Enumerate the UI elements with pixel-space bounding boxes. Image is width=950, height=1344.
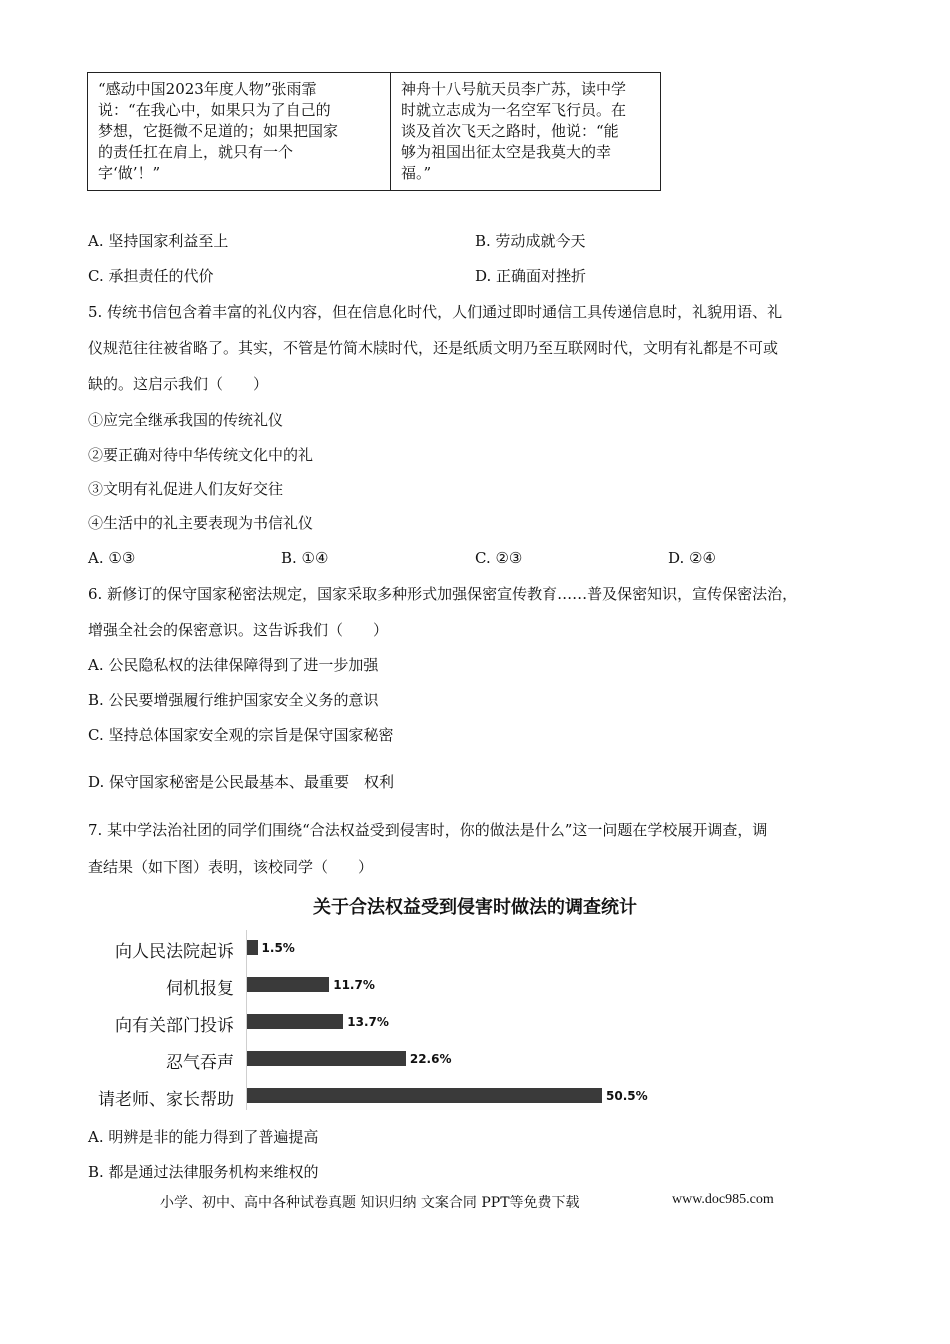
- category-label: 向有关部门投诉: [115, 1016, 234, 1036]
- q5-item: ①应完全继承我国的传统礼仪: [88, 411, 284, 429]
- category-label: 请老师、家长帮助: [98, 1090, 234, 1110]
- q4-option-a: A. 坚持国家利益至上: [88, 232, 229, 250]
- category-label: 向人民法院起诉: [115, 942, 234, 962]
- quote-cell-zhang-yufei: [88, 73, 391, 190]
- q6-option-c: C. 坚持总体国家安全观的宗旨是保守国家秘密: [88, 726, 394, 744]
- quote-table: [87, 72, 661, 191]
- bar-court: [247, 940, 258, 955]
- q5-option-a: A. ①③: [88, 549, 136, 567]
- category-label: 忍气吞声: [166, 1053, 234, 1073]
- q5-item: ④生活中的礼主要表现为书信礼仪: [88, 514, 314, 532]
- footer-text: 小学、初中、高中各种试卷真题 知识归纳 文案合同 PPT等免费下载: [160, 1195, 580, 1211]
- q6-option-b: B. 公民要增强履行维护国家安全义务的意识: [88, 691, 379, 709]
- q6-option-d: D. 保守国家秘密是公民最基本、最重要 权利: [88, 773, 395, 791]
- bar-revenge: [247, 977, 329, 992]
- value-label: 22.6%: [409, 1052, 452, 1066]
- category-label: 伺机报复: [166, 979, 234, 999]
- q4-option-c: C. 承担责任的代价: [88, 267, 214, 285]
- quote-line: 说：“在我心中，如果只为了自己的: [98, 101, 331, 119]
- q6-option-a: A. 公民隐私权的法律保障得到了进一步加强: [88, 656, 379, 674]
- q6-stem-line: 6. 新修订的保守国家秘密法规定，国家采取多种形式加强保密宣传教育……普及保密知识，宣传保密法治，: [88, 585, 798, 603]
- q5-option-b: B. ①④: [281, 549, 329, 567]
- quote-line: 神舟十八号航天员李广苏，读中学: [401, 80, 627, 98]
- q5-option-d: D. ②④: [668, 549, 716, 567]
- q5-stem-line: 仪规范往往被省略了。其实，不管是竹简木牍时代，还是纸质文明乃至互联网时代，文明有礼都是不可或: [88, 339, 779, 357]
- quote-line: “感动中国2023年度人物”张雨霏: [98, 80, 317, 98]
- quote-cell-li-guangsu: [391, 73, 659, 190]
- footer-url: www.doc985.com: [672, 1192, 774, 1207]
- q7-option-a: A. 明辨是非的能力得到了普遍提高: [88, 1128, 319, 1146]
- q5-item: ③文明有礼促进人们友好交往: [88, 480, 284, 498]
- value-label: 50.5%: [606, 1089, 648, 1103]
- q5-option-c: C. ②③: [475, 549, 523, 567]
- quote-line: 够为祖国出征太空是我莫大的幸: [401, 143, 612, 161]
- q5-stem-line: 5. 传统书信包含着丰富的礼仪内容，但在信息化时代，人们通过即时通信工具传递信息时，礼貌用语、礼: [88, 303, 783, 321]
- quote-line: 梦想，它挺微不足道的；如果把国家: [98, 122, 339, 140]
- q7-option-b: B. 都是通过法律服务机构来维权的: [88, 1163, 319, 1181]
- bar-teacher-parent: [247, 1088, 602, 1103]
- quote-line: 谈及首次飞天之路时，他说：“能: [401, 122, 619, 140]
- quote-line: 字‘做’！”: [98, 164, 161, 182]
- quote-line: 福。”: [401, 164, 432, 182]
- chart-title: 关于合法权益受到侵害时做法的调查统计: [313, 897, 637, 918]
- value-label: 11.7%: [333, 978, 375, 992]
- value-label: 1.5%: [261, 941, 295, 955]
- q4-option-b: B. 劳动成就今天: [475, 232, 586, 250]
- bar-endure: [247, 1051, 406, 1066]
- q4-option-d: D. 正确面对挫折: [475, 267, 587, 285]
- q6-stem-line: 增强全社会的保密意识。这告诉我们（ ）: [88, 621, 389, 639]
- q5-stem-line: 缺的。这启示我们（ ）: [88, 375, 269, 393]
- bar-complaint: [247, 1014, 343, 1029]
- quote-line: 时就立志成为一名空军飞行员。在: [401, 101, 627, 119]
- q7-stem-line: 查结果（如下图）表明，该校同学（ ）: [88, 858, 374, 876]
- value-label: 13.7%: [347, 1015, 389, 1029]
- quote-line: 的责任扛在肩上，就只有一个: [98, 143, 294, 161]
- q7-stem-line: 7. 某中学法治社团的同学们围绕“合法权益受到侵害时，你的做法是什么”这一问题在学校展开调查，调: [88, 821, 768, 839]
- q5-item: ②要正确对待中华传统文化中的礼: [88, 446, 314, 464]
